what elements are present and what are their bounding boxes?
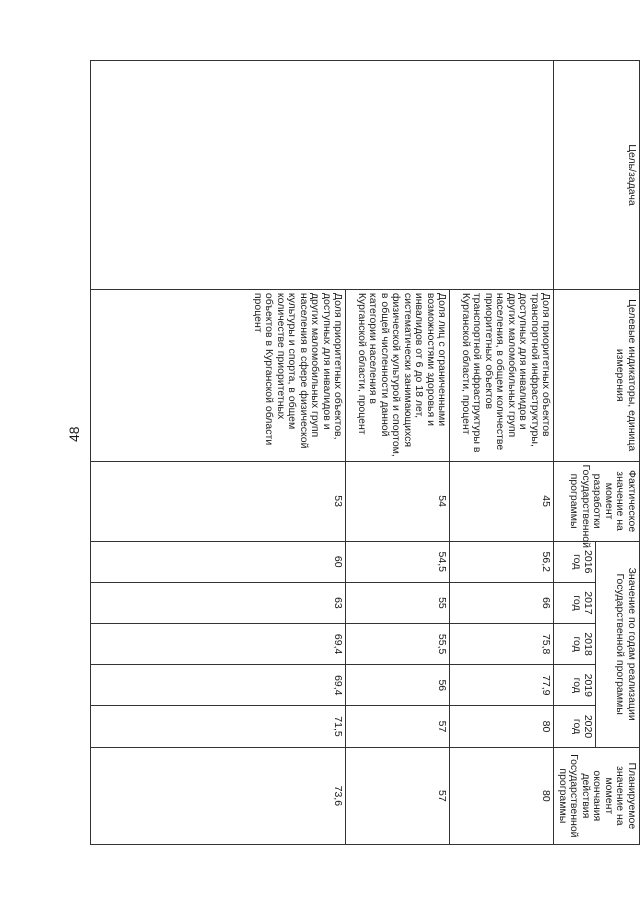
year-value: 71,5 bbox=[91, 706, 346, 747]
year-value: 75,8 bbox=[450, 624, 554, 665]
header-year: 2019 год bbox=[554, 665, 596, 706]
header-goal: Цель/задача bbox=[554, 61, 640, 290]
indicator-cell: Доля приоритетных объектов, доступных для инвалидов и других маломобильных групп населения в сфере физической культуры и спорта, в общем количестве приоритетных объектов в Курганской области процент bbox=[91, 289, 346, 461]
actual-value: 45 bbox=[450, 461, 554, 541]
year-value: 56,2 bbox=[450, 541, 554, 582]
indicator-cell: Доля приоритетных объектов транспортной инфраструктуры, доступных для инвалидов и других маломобильных групп населения, в общем количестве приоритетных объектов транспортной инфраструктуры в Курганской области, процент bbox=[450, 289, 554, 461]
year-value: 57 bbox=[346, 706, 450, 747]
year-value: 66 bbox=[450, 582, 554, 623]
header-indicator: Целевые индикаторы, единица измерения bbox=[554, 289, 640, 461]
indicators-table bbox=[91, 60, 640, 845]
page-number: 48 bbox=[66, 426, 82, 442]
planned-value: 57 bbox=[346, 747, 450, 844]
goal-cell bbox=[91, 61, 554, 290]
actual-value: 53 bbox=[91, 461, 346, 541]
table-row bbox=[450, 61, 554, 845]
year-value: 60 bbox=[91, 541, 346, 582]
planned-value: 73,6 bbox=[91, 747, 346, 844]
actual-value: 54 bbox=[346, 461, 450, 541]
header-actual: Фактическое значение на момент разработки Государственной программы bbox=[554, 461, 640, 541]
header-by-years: Значение по годам реализации Государственной программы bbox=[596, 541, 640, 747]
year-value: 55,5 bbox=[346, 624, 450, 665]
rotated-page bbox=[100, 60, 640, 845]
header-planned: Планируемое значение на момент окончания действия Государственной программы bbox=[554, 747, 640, 844]
header-year: 2018 год bbox=[554, 624, 596, 665]
year-value: 69,4 bbox=[91, 624, 346, 665]
year-value: 55 bbox=[346, 582, 450, 623]
year-value: 69,4 bbox=[91, 665, 346, 706]
header-year: 2016 год bbox=[554, 541, 596, 582]
year-value: 80 bbox=[450, 706, 554, 747]
year-value: 56 bbox=[346, 665, 450, 706]
year-value: 54,5 bbox=[346, 541, 450, 582]
header-year: 2017 год bbox=[554, 582, 596, 623]
header-year: 2020 год bbox=[554, 706, 596, 747]
year-value: 63 bbox=[91, 582, 346, 623]
indicator-cell: Доля лиц с ограниченными возможностями здоровья и инвалидов от 6 до 18 лет, систематически занимающихся физической культурой и спортом, в общей численности данной категории населения в Курганской области, процент bbox=[346, 289, 450, 461]
planned-value: 80 bbox=[450, 747, 554, 844]
year-value: 77,9 bbox=[450, 665, 554, 706]
